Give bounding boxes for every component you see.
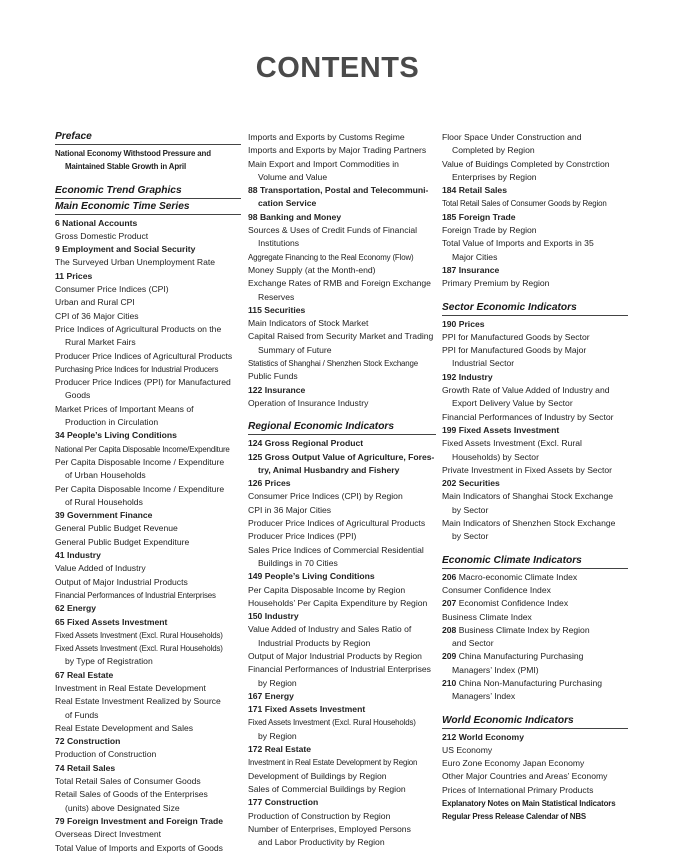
toc-entry-continued: Summary of Future	[258, 344, 332, 355]
toc-entry: Main Indicators of Shanghai Stock Exchange	[442, 491, 614, 502]
toc-entry: Consumer Price Indices (CPI) by Region	[248, 491, 403, 502]
toc-entry: Purchasing Price Indices for Industrial Producers	[55, 364, 219, 374]
toc-entry: Capital Raised from Security Market and Trading	[248, 331, 434, 342]
chapter-heading: 187 Insurance	[442, 264, 500, 275]
chapter-heading: 125 Gross Output Value of Agriculture, Fores-	[248, 451, 435, 462]
toc-entry: Fixed Assets Investment (Excl. Rural Households)	[55, 630, 223, 640]
toc-entry: Fixed Assets Investment (Excl. Rural Households)	[55, 644, 223, 654]
contents-column-1	[55, 131, 241, 855]
toc-entry: Financial Performances of Industrial Enterprises	[55, 590, 216, 600]
toc-entry: Investment in Real Estate Development	[55, 682, 206, 693]
toc-entry: Output of Major Industrial Products by Region	[248, 650, 422, 661]
toc-entry: Money Supply (at the Month-end)	[248, 264, 376, 275]
toc-entry: Consumer Price Indices (CPI)	[55, 284, 169, 295]
toc-entry: Main Export and Import Commodities in	[248, 158, 399, 169]
chapter-page-number: 207	[442, 598, 457, 609]
bold-entry: Regular Press Release Calendar of NBS	[442, 812, 586, 822]
toc-entry: National Per Capita Disposable Income/Expenditure	[55, 444, 230, 454]
toc-entry: Main Indicators of Shenzhen Stock Exchange	[442, 518, 616, 529]
toc-entry: Per Capita Disposable Income / Expenditure	[55, 456, 225, 467]
toc-entry: Value of Buidings Completed by Constrction	[442, 158, 610, 169]
toc-entry-continued: Goods	[65, 390, 91, 401]
toc-entry: Operation of Insurance Industry	[248, 397, 369, 408]
chapter-heading: 149 People’s Living Conditions	[248, 571, 375, 582]
toc-entry: Prices of International Primary Products	[442, 784, 594, 795]
chapter-heading: 79 Foreign Investment and Foreign Trade	[55, 815, 224, 826]
toc-entry: Market Prices of Important Means of	[55, 403, 194, 414]
chapter-heading: 62 Energy	[55, 603, 97, 614]
chapter-heading	[442, 650, 628, 663]
chapter-heading: 41 Industry	[55, 550, 101, 561]
toc-entry: The Surveyed Urban Unemployment Rate	[55, 257, 216, 268]
toc-entry: Aggregate Financing to the Real Economy (Flow)	[248, 252, 414, 262]
chapter-heading: 190 Prices	[442, 318, 485, 329]
chapter-title: Business Climate Index by Region	[456, 624, 590, 635]
toc-entry: Total Retail Sales of Consumer Goods	[55, 776, 201, 787]
toc-entry: US Economy	[442, 744, 493, 755]
toc-entry: Primary Premium by Region	[442, 278, 550, 289]
toc-entry-continued: by Region	[258, 730, 297, 741]
toc-entry: Households’ Per Capita Expenditure by Region	[248, 597, 428, 608]
toc-entry: General Public Budget Expenditure	[55, 536, 190, 547]
toc-entry-continued: Households) by Sector	[452, 451, 539, 462]
toc-entry-continued: Completed by Region	[452, 145, 535, 156]
toc-entry: Retail Sales of Goods of the Enterprises	[55, 789, 208, 800]
toc-entry: Euro Zone Economy Japan Economy	[442, 758, 585, 769]
toc-entry: Financial Performances of Industry by Sector	[442, 411, 614, 422]
toc-entry: Sales Price Indices of Commercial Residential	[248, 544, 424, 555]
toc-entry: CPI in 36 Major Cities	[248, 504, 332, 515]
bold-entry-continued: Maintained Stable Growth in April	[65, 162, 187, 172]
chapter-heading: 167 Energy	[248, 690, 294, 701]
section-heading: Preface	[55, 131, 241, 145]
chapter-heading: 65 Fixed Assets Investment	[55, 616, 168, 627]
toc-entry: Producer Price Indices (PPI)	[248, 531, 357, 542]
chapter-heading	[442, 571, 628, 584]
chapter-heading	[442, 677, 628, 690]
toc-entry: Imports and Exports by Customs Regime	[248, 132, 405, 142]
chapter-title: Economist Confidence Index	[456, 598, 569, 609]
chapter-title: China Non-Manufacturing Purchasing	[456, 677, 603, 688]
toc-entry-continued: Export Delivery Value by Sector	[452, 398, 573, 409]
chapter-heading: 74 Retail Sales	[55, 762, 116, 773]
toc-entry: Gross Domestic Product	[55, 230, 149, 241]
toc-entry: Exchange Rates of RMB and Foreign Exchange	[248, 278, 431, 289]
section-heading: Regional Economic Indicators	[248, 421, 436, 435]
toc-entry: CPI of 36 Major Cities	[55, 310, 139, 321]
chapter-heading: 192 Industry	[442, 371, 493, 382]
toc-entry: Per Capita Disposable Income / Expenditure	[55, 483, 225, 494]
chapter-heading	[442, 597, 628, 610]
toc-entry: Real Estate Investment Realized by Source	[55, 696, 221, 707]
chapter-heading: 177 Construction	[248, 797, 319, 808]
toc-entry: Total Value of Imports and Exports of Goods	[55, 842, 223, 853]
chapter-heading: 184 Retail Sales	[442, 185, 507, 196]
toc-entry: Floor Space Under Construction and	[442, 132, 582, 142]
toc-entry: Sales of Commercial Buildings by Region	[248, 783, 406, 794]
chapter-heading: 185 Foreign Trade	[442, 211, 516, 222]
toc-entry-continued: Buildings in 70 Cities	[258, 557, 338, 568]
chapter-heading: 115 Securities	[248, 304, 306, 315]
toc-entry-continued: and Labor Productivity by Region	[258, 837, 385, 848]
toc-entry: Real Estate Development and Sales	[55, 722, 194, 733]
chapter-page-number: 209	[442, 651, 457, 662]
toc-entry: Number of Enterprises, Employed Persons	[248, 823, 411, 834]
toc-entry: Foreign Trade by Region	[442, 225, 537, 236]
toc-entry-continued: Production in Circulation	[65, 417, 159, 428]
toc-entry-continued: of Urban Households	[65, 470, 146, 481]
toc-entry: PPI for Manufactured Goods by Major	[442, 345, 587, 356]
bold-entry: National Economy Withstood Pressure and	[55, 149, 211, 158]
chapter-heading: 88 Transportation, Postal and Telecommuni-	[248, 185, 429, 196]
toc-entry: Value Added of Industry and Sales Ratio of	[248, 624, 412, 635]
toc-entry: Producer Price Indices of Agricultural Products	[55, 350, 233, 361]
toc-entry: Total Value of Imports and Exports in 35	[442, 238, 594, 249]
chapter-heading: 212 World Economy	[442, 731, 524, 742]
chapter-heading: 171 Fixed Assets Investment	[248, 704, 366, 715]
section-heading: World Economic Indicators	[442, 715, 628, 729]
toc-entry: Investment in Real Estate Development by Region	[248, 758, 418, 768]
section-heading: Sector Economic Indicators	[442, 302, 628, 316]
toc-entry: Private Investment in Fixed Assets by Sector	[442, 464, 613, 475]
chapter-heading: 72 Construction	[55, 736, 121, 747]
toc-entry-continued: (units) above Designated Size	[65, 802, 180, 813]
toc-entry-continued: of Funds	[65, 709, 99, 720]
toc-entry-continued: Industrial Sector	[452, 358, 515, 369]
toc-entry-continued: by Sector	[452, 504, 489, 515]
toc-entry: Development of Buildings by Region	[248, 770, 387, 781]
toc-entry: Growth Rate of Value Added of Industry and	[442, 385, 610, 396]
toc-entry: Consumer Confidence Index	[442, 584, 551, 595]
chapter-heading: 199 Fixed Assets Investment	[442, 424, 560, 435]
toc-entry-continued: by Sector	[452, 531, 489, 542]
toc-entry: Production of Construction by Region	[248, 810, 391, 821]
toc-entry: Imports and Exports by Major Trading Partners	[248, 145, 427, 156]
bold-entry: Explanatory Notes on Main Statistical Indicators	[442, 799, 616, 809]
toc-entry-continued: Institutions	[258, 238, 300, 249]
chapter-heading-continued: cation Service	[258, 198, 317, 209]
toc-entry-continued: by Type of Registration	[65, 656, 153, 667]
toc-entry: Value Added of Industry	[55, 563, 146, 574]
toc-entry: PPI for Manufactured Goods by Sector	[442, 331, 590, 342]
section-heading: Main Economic Time Series	[55, 201, 241, 215]
chapter-page-number: 208	[442, 624, 457, 635]
toc-entry: Production of Construction	[55, 749, 157, 760]
toc-entry: Main Indicators of Stock Market	[248, 318, 369, 329]
chapter-heading: 122 Insurance	[248, 384, 306, 395]
toc-entry: Other Major Countries and Areas’ Economy	[442, 771, 608, 782]
chapter-heading: 6 National Accounts	[55, 217, 138, 228]
chapter-page-number: 210	[442, 677, 457, 688]
toc-entry-continued: and Sector	[452, 638, 494, 649]
chapter-title: China Manufacturing Purchasing	[456, 651, 584, 662]
page-title: CONTENTS	[255, 52, 420, 84]
toc-entry: Producer Price Indices (PPI) for Manufactured	[55, 377, 231, 388]
chapter-heading: 172 Real Estate	[248, 744, 312, 755]
chapter-heading: 67 Real Estate	[55, 669, 114, 680]
toc-entry-continued: Volume and Value	[258, 171, 328, 182]
toc-entry-continued: Rural Market Fairs	[65, 337, 136, 348]
toc-entry: Urban and Rural CPI	[55, 297, 135, 308]
toc-entry-continued: Managers’ Index (PMI)	[452, 664, 539, 675]
toc-entry-continued: Reserves	[258, 291, 295, 302]
toc-entry-continued: Industrial Products by Region	[258, 637, 371, 648]
toc-entry: Public Funds	[248, 371, 298, 382]
chapter-heading-continued: try, Animal Husbandry and Fishery	[258, 464, 400, 475]
toc-entry: Statistics of Shanghai / Shenzhen Stock Exchange	[248, 359, 419, 369]
toc-entry: Fixed Assets Investment (Excl. Rural Households)	[248, 718, 416, 728]
chapter-heading: 9 Employment and Social Security	[55, 244, 196, 255]
toc-entry: Overseas Direct Investment	[55, 829, 162, 840]
toc-entry-continued: by Region	[258, 677, 297, 688]
toc-entry: Output of Major Industrial Products	[55, 576, 188, 587]
section-heading: Economic Climate Indicators	[442, 555, 628, 569]
chapter-heading: 202 Securities	[442, 478, 500, 489]
toc-entry-continued: Enterprises by Region	[452, 171, 537, 182]
chapter-heading: 126 Prices	[248, 478, 291, 489]
chapter-heading: 34 People’s Living Conditions	[55, 430, 177, 441]
chapter-heading: 39 Government Finance	[55, 510, 153, 521]
contents-column-2	[248, 131, 436, 849]
toc-entry: Producer Price Indices of Agricultural Products	[248, 518, 426, 529]
toc-entry: General Public Budget Revenue	[55, 523, 178, 534]
section-heading: Economic Trend Graphics	[55, 185, 241, 199]
toc-entry: Per Capita Disposable Income by Region	[248, 584, 406, 595]
toc-entry: Financial Performances of Industrial Enterprises	[248, 664, 431, 675]
toc-entry: Business Climate Index	[442, 611, 532, 622]
toc-entry: Fixed Assets Investment (Excl. Rural	[442, 438, 582, 449]
toc-entry: Sources & Uses of Credit Funds of Financial	[248, 225, 418, 236]
toc-entry-continued: Managers’ Index	[452, 691, 516, 702]
toc-entry-continued: Major Cities	[452, 251, 498, 262]
chapter-heading: 150 Industry	[248, 611, 299, 622]
toc-entry: Total Retail Sales of Consumer Goods by Region	[442, 199, 607, 209]
contents-column-3	[442, 131, 628, 824]
toc-entry: Price Indices of Agricultural Products on the	[55, 323, 222, 334]
chapter-heading: 124 Gross Regional Product	[248, 438, 364, 449]
toc-entry-continued: of Rural Households	[65, 496, 143, 507]
chapter-title: Macro-economic Climate Index	[456, 571, 578, 582]
chapter-heading: 98 Banking and Money	[248, 211, 342, 222]
chapter-page-number: 206	[442, 571, 457, 582]
chapter-heading	[442, 624, 628, 637]
chapter-heading: 11 Prices	[55, 270, 93, 281]
